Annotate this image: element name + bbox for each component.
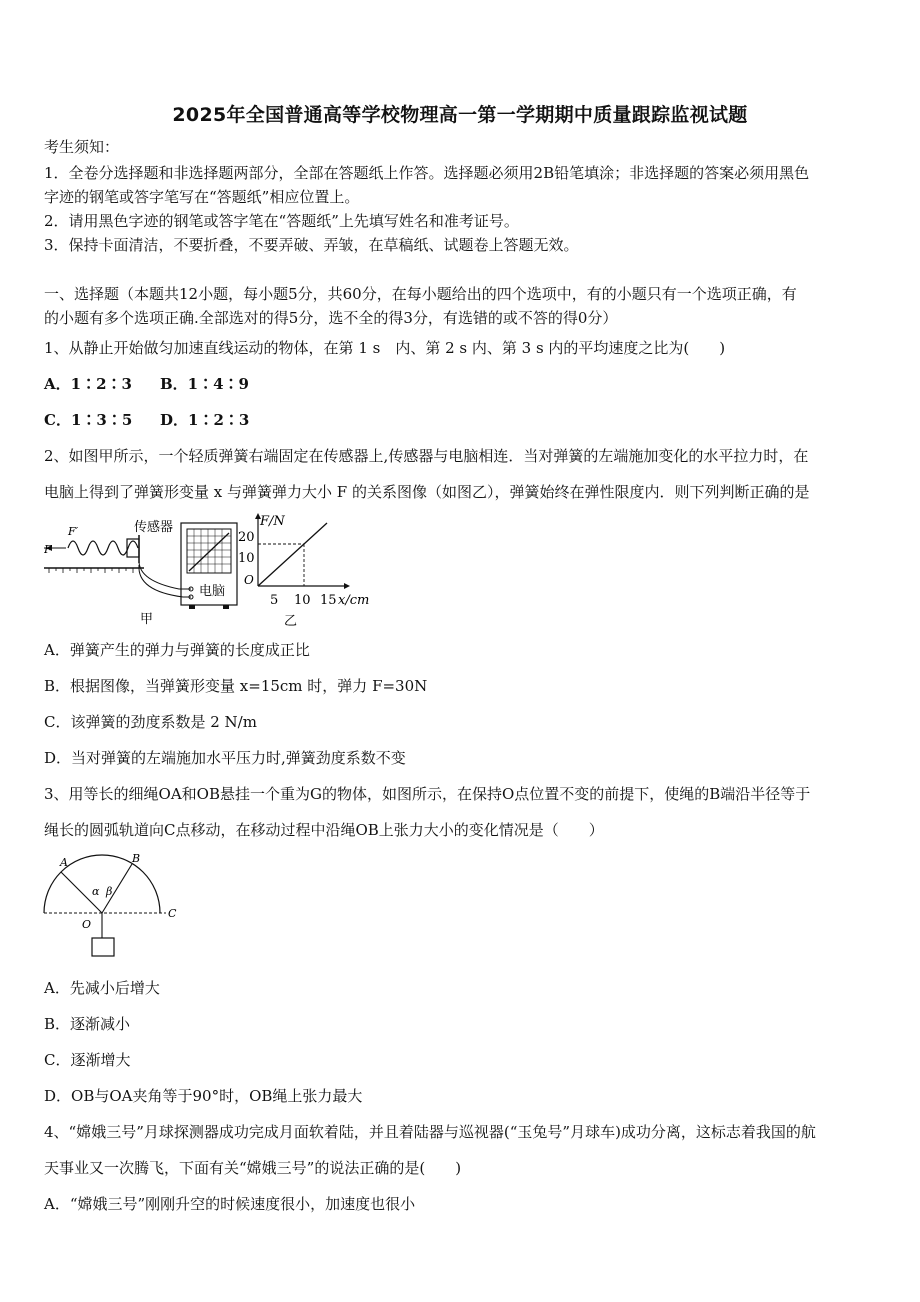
fig-label-f: F [44, 543, 52, 556]
xtick-15: 15 [320, 593, 337, 608]
q3-label-o: O [82, 918, 92, 931]
ytick-20: 20 [238, 530, 255, 545]
q1-stem: 1、从静止开始做匀加速直线运动的物体，在第 1 s 内、第 2 s 内、第 3 s 内的平均速度之比为( ) [44, 339, 726, 357]
fig-label-computer: 电脑 [199, 584, 226, 599]
q2-option-c: C．该弹簧的劲度系数是 2 N/m [44, 713, 257, 731]
q3-stem-1: 3、用等长的细绳OA和OB悬挂一个重为G的物体，如图所示，在保持O点位置不变的前提下，使绳的B端沿半径等于 [44, 785, 811, 803]
q3-option-a: A．先减小后增大 [44, 979, 160, 997]
fig-label-sensor: 传感器 [134, 520, 174, 535]
q2-option-a: A．弹簧产生的弹力与弹簧的长度成正比 [44, 641, 310, 659]
fig-label-fprime: F′ [68, 525, 79, 538]
ylabel: F/N [260, 514, 285, 529]
q3-option-c: C．逐渐增大 [44, 1051, 131, 1069]
q2-figure-jia [44, 513, 244, 628]
q4-option-a: A．“嫦娥三号”刚刚升空的时候速度很小，加速度也很小 [44, 1195, 416, 1213]
notice-item-1: 1．全卷分选择题和非选择题两部分，全部在答题纸上作答。选择题必须用2B铅笔填涂；非选择题的答案必须用黑色 [44, 164, 810, 182]
page-title: 2025年全国普通高等学校物理高一第一学期期中质量跟踪监视试题 [172, 104, 748, 126]
q4-stem-1: 4、“嫦娥三号”月球探测器成功完成月面软着陆，并且着陆器与巡视器(“玉兔号”月球车)成功分离，这标志着我国的航 [44, 1123, 816, 1141]
section-header-1: 一、选择题（本题共12小题，每小题5分，共60分，在每小题给出的四个选项中，有的小题只有一个选项正确，有 [44, 285, 797, 303]
q3-option-d: D．OB与OA夹角等于90°时，OB绳上张力最大 [44, 1087, 363, 1105]
notice-item-3: 3．保持卡面清洁，不要折叠，不要弄破、弄皱，在草稿纸、试题卷上答题无效。 [44, 236, 579, 254]
fig-label-jia: 甲 [140, 612, 154, 627]
q3-label-a: A [60, 856, 68, 869]
q1-option-b: B．1∶4∶9 [160, 375, 249, 393]
xlabel: x/cm [338, 593, 370, 608]
q2-stem-1: 2、如图甲所示，一个轻质弹簧右端固定在传感器上,传感器与电脑相连．当对弹簧的左端施加变化的水平拉力时，在 [44, 447, 809, 465]
section-header-2: 的小题有多个选项正确.全部选对的得5分，选不全的得3分，有选错的或不答的得0分） [44, 309, 618, 327]
q3-label-b: B [132, 852, 141, 865]
q2-option-d: D．当对弹簧的左端施加水平压力时,弹簧劲度系数不变 [44, 749, 406, 767]
xtick-5: 5 [270, 593, 279, 608]
origin-label: O [244, 573, 254, 587]
q3-label-alpha: α [92, 885, 100, 898]
q3-figure [40, 850, 185, 965]
q1-option-d: D．1∶2∶3 [160, 411, 250, 429]
fx-series-line [258, 523, 327, 586]
q3-option-b: B．逐渐减小 [44, 1015, 131, 1033]
fig-label-yi: 乙 [284, 614, 298, 629]
q3-stem-2: 绳长的圆弧轨道向C点移动，在移动过程中沿绳OB上张力大小的变化情况是（ ） [44, 821, 604, 839]
xtick-10: 10 [294, 593, 311, 608]
q2-figure-yi [228, 511, 378, 629]
notice-heading: 考生须知： [44, 138, 120, 156]
ytick-10: 10 [238, 551, 255, 566]
q3-label-beta: β [106, 885, 113, 898]
q1-option-c: C．1∶3∶5 [44, 411, 133, 429]
notice-item-1-cont: 字迹的钢笔或答字笔写在“答题纸”相应位置上。 [44, 188, 360, 206]
q2-stem-2: 电脑上得到了弹簧形变量 x 与弹簧弹力大小 F 的关系图像（如图乙），弹簧始终在弹性限度内．则下列判断正确的是 [44, 483, 810, 501]
q4-stem-2: 天事业又一次腾飞，下面有关“嫦娥三号”的说法正确的是( ) [44, 1159, 462, 1177]
notice-item-2: 2．请用黑色字迹的钢笔或答字笔在“答题纸”上先填写姓名和准考证号。 [44, 212, 519, 230]
q1-option-a: A．1∶2∶3 [44, 375, 132, 393]
q3-label-c: C [168, 907, 177, 920]
q2-option-b: B．根据图像，当弹簧形变量 x=15cm 时，弹力 F=30N [44, 677, 428, 695]
